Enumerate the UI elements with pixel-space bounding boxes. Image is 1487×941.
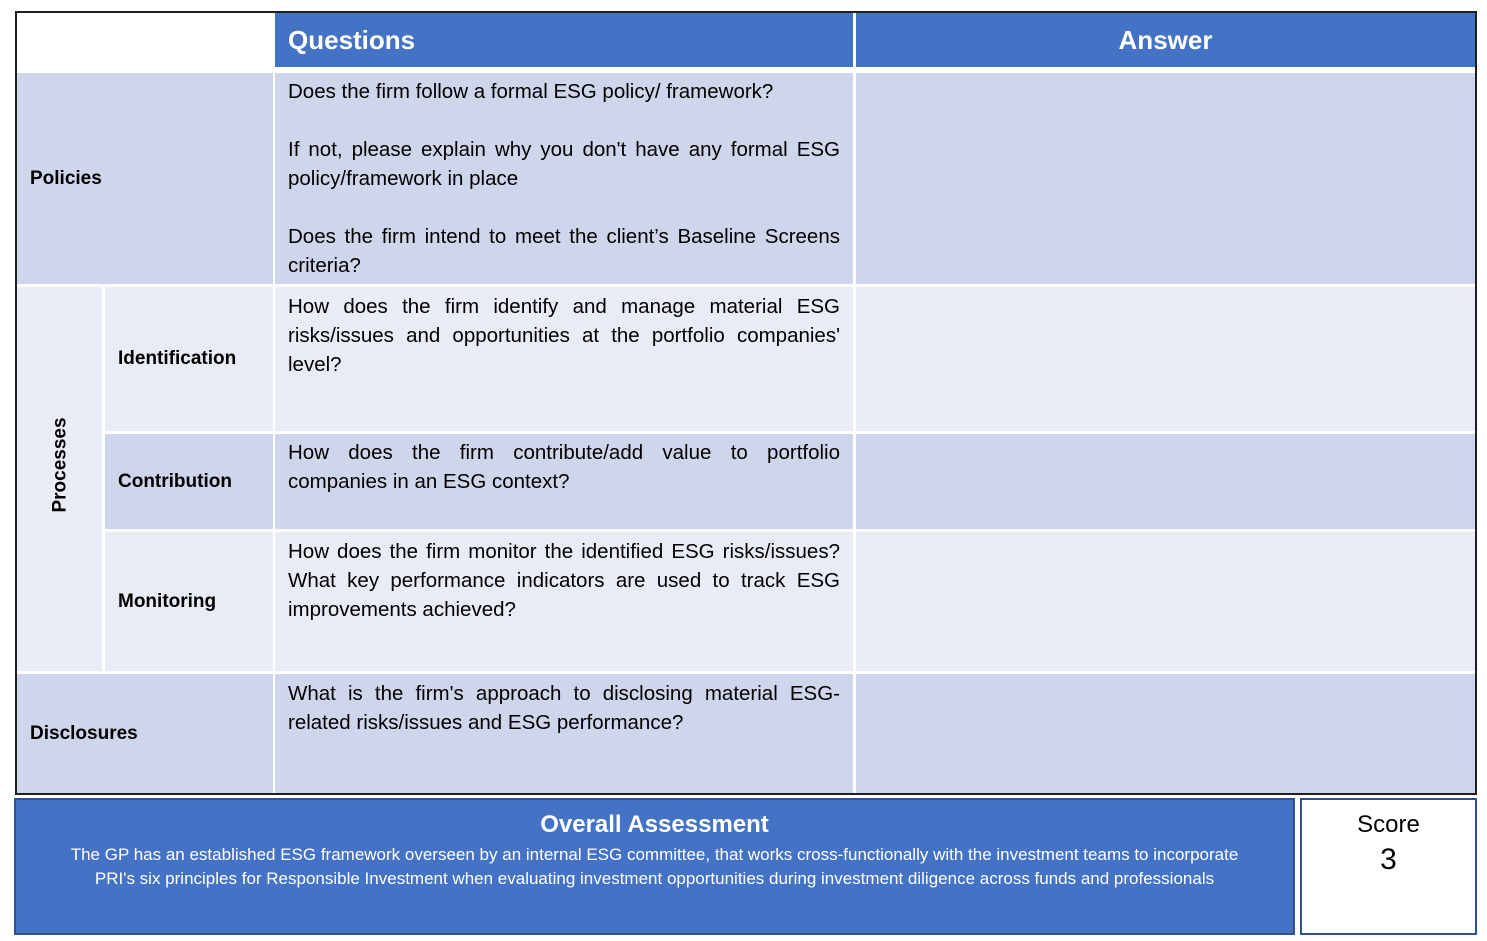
contribution-subcategory-cell (105, 434, 273, 529)
contribution-question: How does the firm contribute/add value to portfolio companies in an ESG context? (288, 441, 840, 493)
policies-question-2: If not, please explain why you don't have any formal ESG policy/framework in place (288, 138, 840, 190)
identification-label: Identification (118, 348, 237, 369)
policies-answer-cell[interactable] (856, 73, 1475, 284)
questions-header-label: Questions (288, 25, 416, 55)
identification-question: How does the firm identify and manage material ESG risks/issues and opportunities at the portfolio companies' level? (288, 295, 840, 376)
processes-label-wrap (16, 270, 106, 660)
contribution-label: Contribution (118, 470, 232, 492)
header-blank-cell (17, 13, 273, 71)
monitoring-answer-cell[interactable] (856, 532, 1475, 671)
overall-assessment-text: The GP has an established ESG framework overseen by an internal ESG committee, that works cross-functionally with the investment teams to incorporate PRI's six principles for Responsible Investment when evaluating investment opportunities during investment diligence across funds and professionals (70, 845, 1239, 888)
policies-category-cell (17, 73, 273, 284)
policies-label: Policies (30, 167, 102, 189)
policies-question-1: Does the firm follow a formal ESG policy/ framework? (288, 80, 774, 103)
questions-header (275, 13, 853, 67)
answer-header-label: Answer (1118, 25, 1213, 55)
score-label: Score (1357, 811, 1420, 838)
disclosures-answer-cell[interactable] (856, 674, 1475, 793)
monitoring-subcategory-cell (105, 532, 273, 671)
overall-assessment-box (14, 798, 1295, 935)
disclosures-question-cell (275, 674, 853, 793)
monitoring-label: Monitoring (118, 590, 217, 612)
identification-answer-cell[interactable] (856, 287, 1475, 431)
monitoring-question: How does the firm monitor the identified ESG risks/issues? What key performance indicators are used to track ESG improvements achieved? (288, 540, 840, 621)
policies-questions-cell (275, 73, 853, 284)
score-box (1300, 798, 1477, 935)
processes-label: Processes (50, 417, 72, 513)
identification-subcategory-cell (105, 287, 273, 431)
score-value: 3 (1380, 843, 1397, 876)
disclosures-question: What is the firm's approach to disclosing material ESG-related risks/issues and ESG performance? (288, 682, 840, 734)
monitoring-question-cell (275, 532, 853, 671)
contribution-question-cell (275, 434, 853, 529)
disclosures-category-cell (17, 674, 273, 793)
policies-question-3: Does the firm intend to meet the client’s Baseline Screens criteria? (288, 225, 840, 277)
disclosures-label: Disclosures (30, 723, 138, 744)
contribution-answer-cell[interactable] (856, 434, 1475, 529)
identification-question-cell (275, 287, 853, 431)
answer-header (856, 13, 1475, 67)
overall-assessment-title: Overall Assessment (540, 811, 769, 838)
